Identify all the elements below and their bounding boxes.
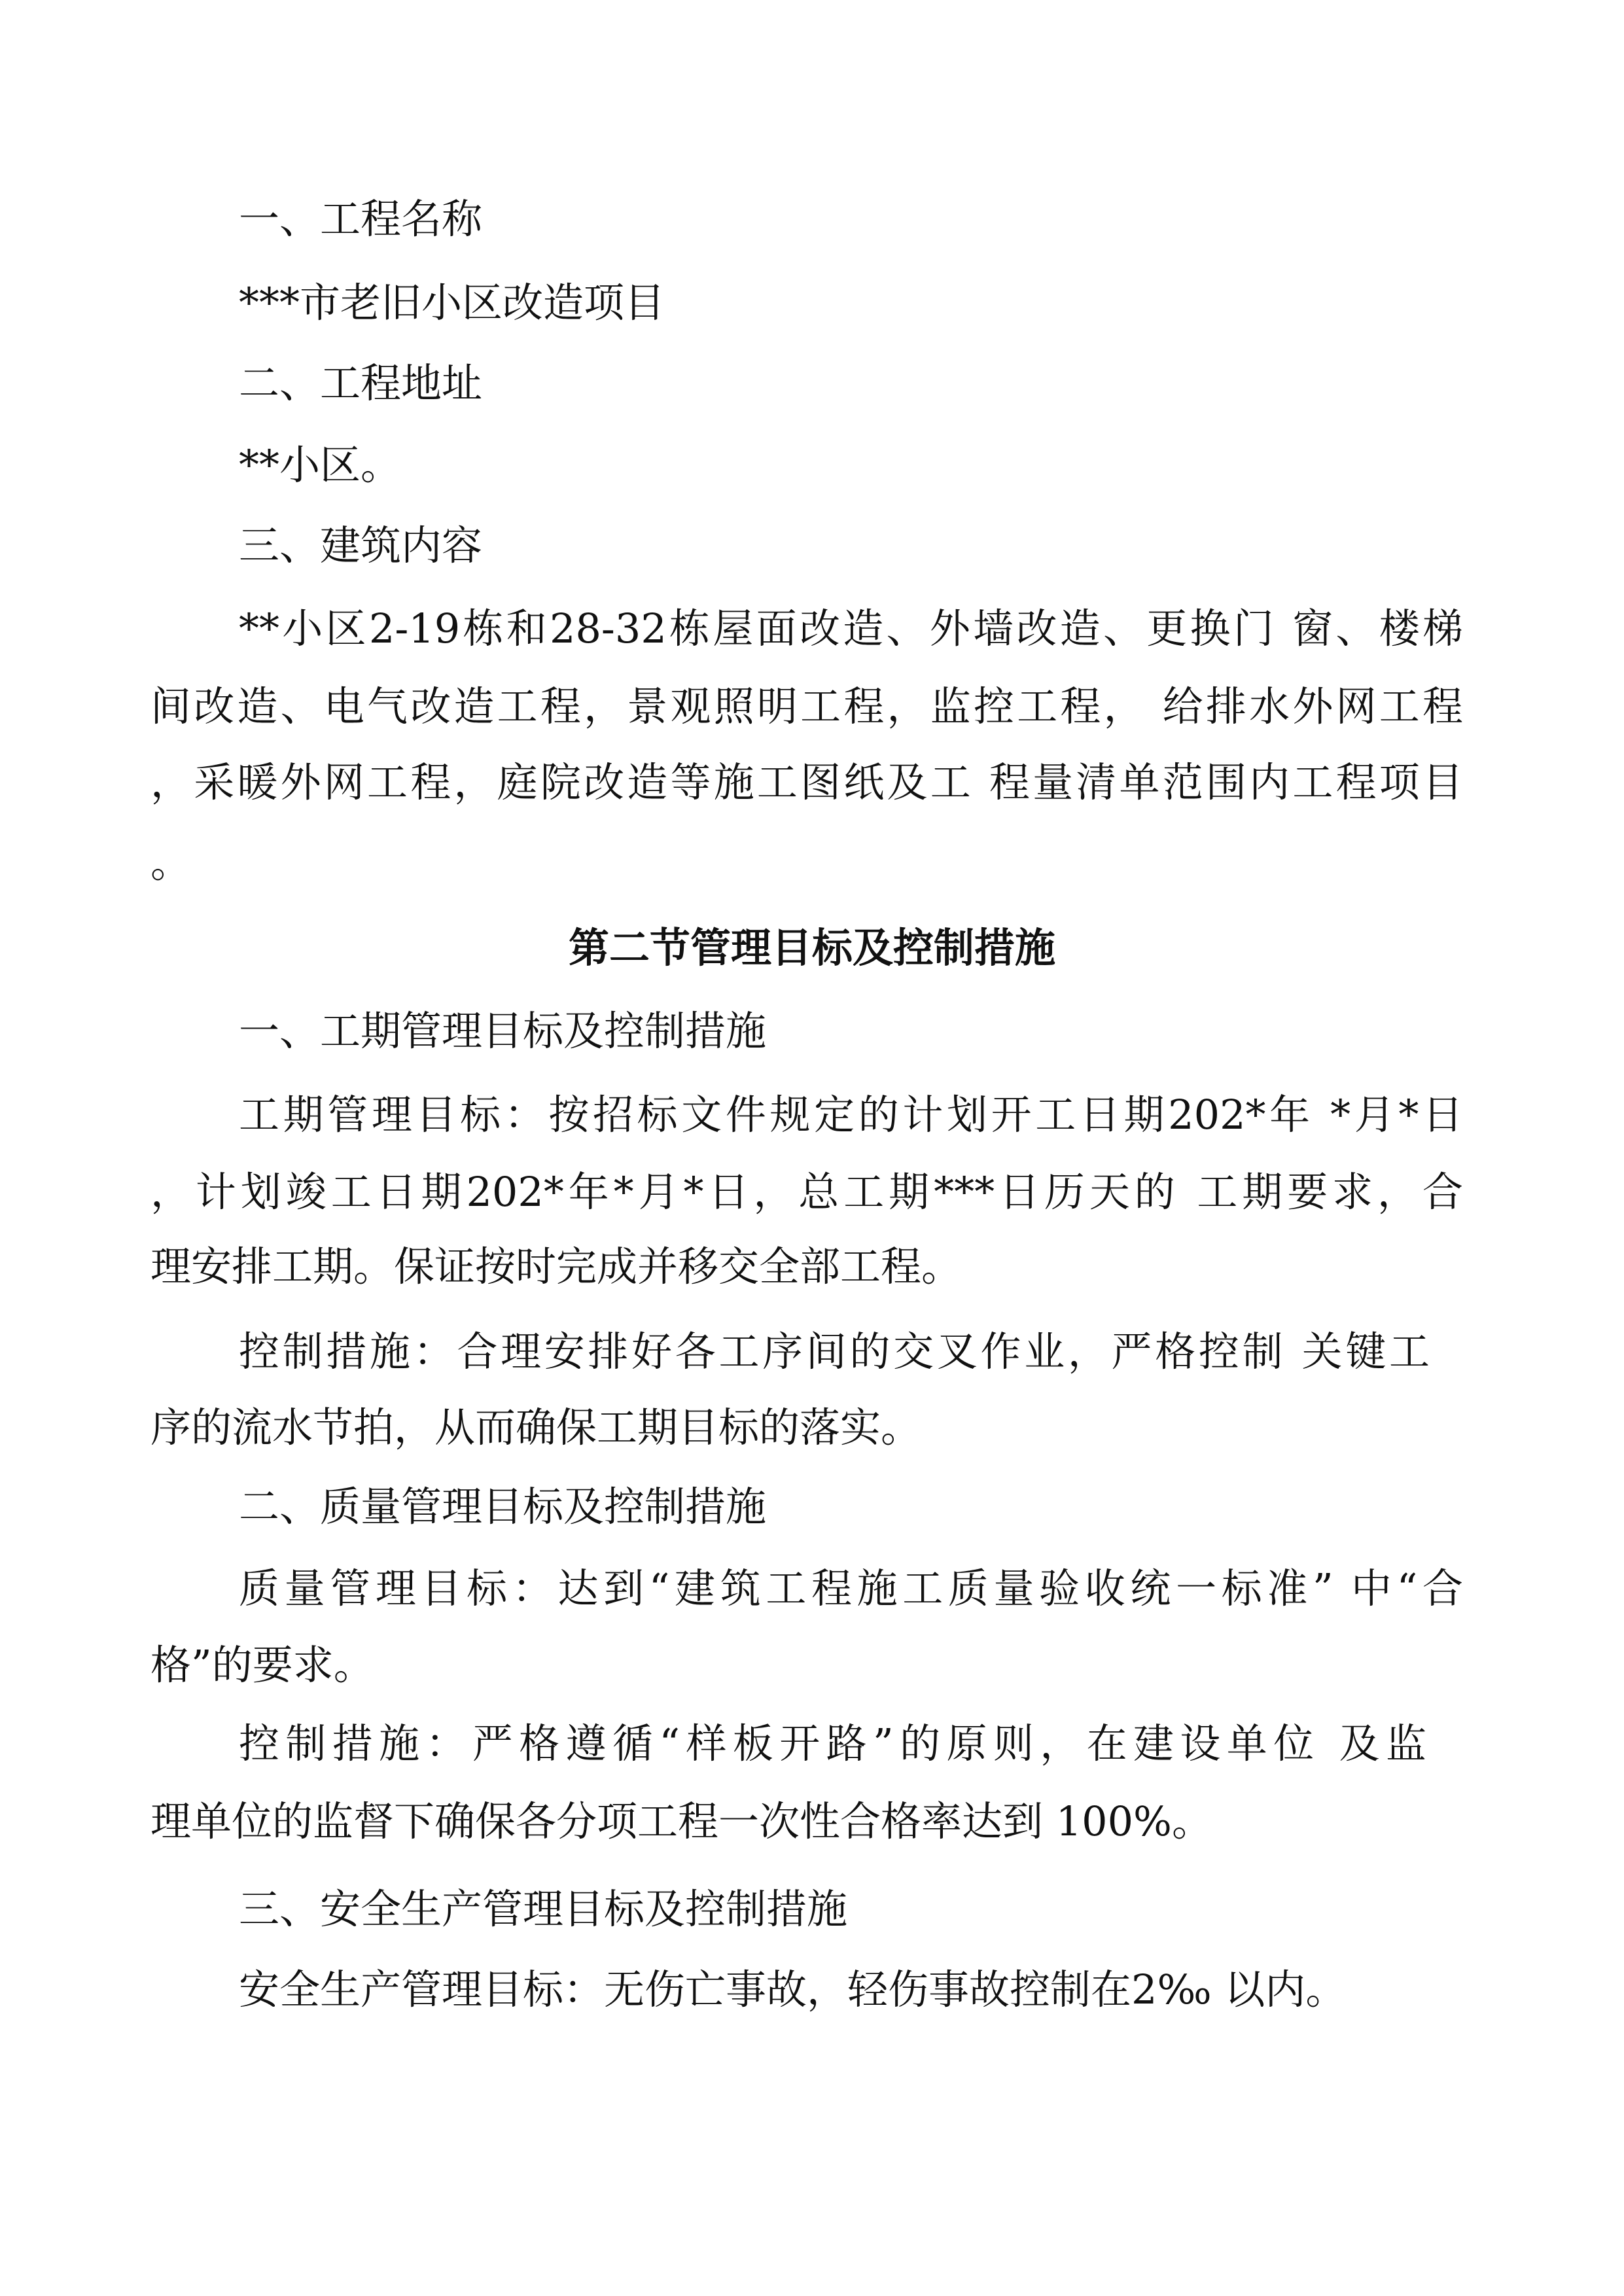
project-address: **小区。 [239,441,402,489]
heading-project-address: 二、工程地址 [239,359,483,407]
quality-measure-line: 理单位的监督下确保各分项工程一次性合格率达到 100%。 [150,1797,1212,1845]
schedule-measure-line: 控制措施：合理安排好各工序间的交叉作业，严格控制 关键工 [239,1328,1430,1375]
quality-goal-line: 质量管理目标：达到“建筑工程施工质量验收统一标准” 中“合 [239,1564,1463,1612]
building-content-line: 间改造、电气改造工程，景观照明工程，监控工程， 给排水外网工程 [150,682,1463,730]
building-content-line: 。 [150,839,192,887]
safety-goal: 安全生产管理目标：无伤亡事故，轻伤事故控制在2‰ 以内。 [239,1966,1347,2013]
schedule-measure-line: 序的流水节拍，从而确保工期目标的落实。 [150,1404,922,1451]
building-content-line: **小区2-19栋和28-32栋屋面改造、外墙改造、更换门 窗、楼梯 [239,605,1463,652]
schedule-goal-line: 理安排工期。保证按时完成并移交全部工程。 [150,1243,962,1290]
quality-goal-line: 格”的要求。 [150,1641,374,1689]
schedule-goal-line: ，计划竣工日期202*年*月*日，总工期***日历天的 工期要求，合 [150,1168,1463,1216]
quality-measure-line: 控制措施：严格遵循“样板开路”的原则，在建设单位 及监 [239,1720,1426,1767]
heading-quality: 二、质量管理目标及控制措施 [239,1483,767,1530]
heading-schedule: 一、工期管理目标及控制措施 [239,1007,767,1055]
building-content-line: ，采暖外网工程，庭院改造等施工图纸及工 程量清单范围内工程项目 [150,758,1463,806]
heading-project-name: 一、工程名称 [239,195,483,243]
heading-safety: 三、安全生产管理目标及控制措施 [239,1885,848,1933]
heading-building-content: 三、建筑内容 [239,521,483,569]
section-title: 第二节管理目标及控制措施 [568,924,1055,972]
schedule-goal-line: 工期管理目标：按招标文件规定的计划开工日期202*年 *月*日 [239,1091,1463,1139]
project-name: ***市老旧小区改造项目 [239,279,665,327]
